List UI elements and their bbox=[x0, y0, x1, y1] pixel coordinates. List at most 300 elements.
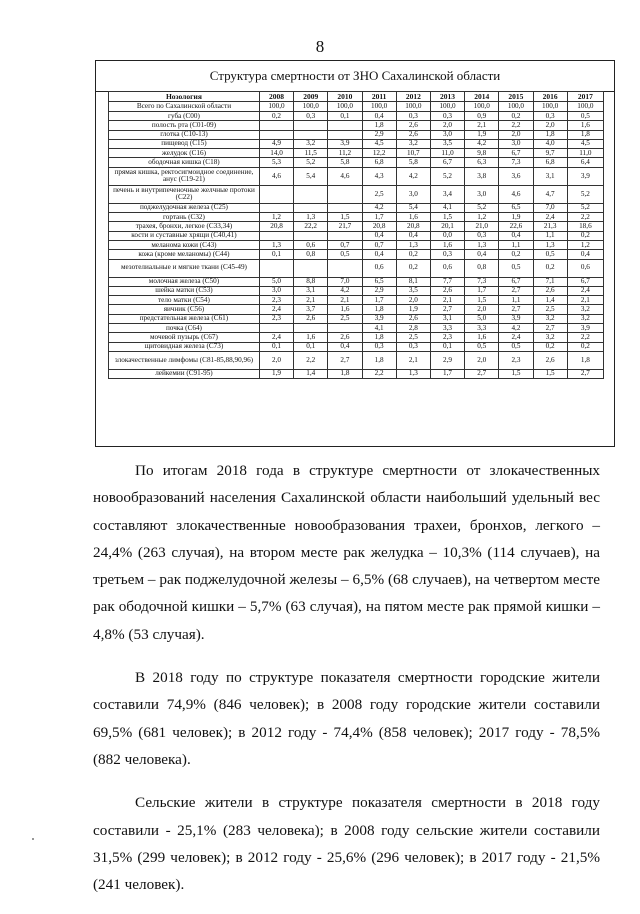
value-cell: 2,7 bbox=[499, 305, 533, 314]
value-cell: 3,9 bbox=[567, 167, 603, 185]
value-cell: 1,4 bbox=[533, 296, 567, 305]
nosology-cell: гортань (С32) bbox=[109, 213, 260, 222]
value-cell: 5,2 bbox=[465, 203, 499, 212]
table-row bbox=[109, 121, 604, 130]
value-cell: 1,1 bbox=[533, 231, 567, 240]
value-cell: 0,3 bbox=[396, 342, 430, 351]
value-cell: 2,5 bbox=[328, 314, 362, 323]
value-cell: 0,2 bbox=[533, 259, 567, 277]
nosology-cell: губа (С00) bbox=[109, 112, 260, 121]
value-cell: 2,7 bbox=[328, 351, 362, 369]
value-cell: 2,9 bbox=[430, 351, 464, 369]
nosology-cell: мочевой пузырь (С67) bbox=[109, 333, 260, 342]
value-cell: 100,0 bbox=[362, 102, 396, 112]
value-cell: 5,4 bbox=[396, 203, 430, 212]
page-number: 8 bbox=[315, 37, 325, 56]
value-cell: 1,8 bbox=[362, 333, 396, 342]
value-cell: 0,2 bbox=[499, 250, 533, 259]
value-cell: 3,5 bbox=[430, 139, 464, 148]
value-cell: 3,8 bbox=[465, 167, 499, 185]
value-cell: 0,1 bbox=[430, 342, 464, 351]
value-cell: 2,4 bbox=[259, 305, 293, 314]
table-row bbox=[109, 351, 604, 369]
value-cell: 7,0 bbox=[328, 277, 362, 286]
value-cell: 7,3 bbox=[499, 158, 533, 167]
table-body bbox=[109, 102, 604, 379]
value-cell: 14,0 bbox=[259, 149, 293, 158]
value-cell: 1,2 bbox=[465, 213, 499, 222]
value-cell: 4,6 bbox=[259, 167, 293, 185]
value-cell: 18,6 bbox=[567, 222, 603, 231]
value-cell: 1,5 bbox=[430, 213, 464, 222]
nosology-cell: яичник (С56) bbox=[109, 305, 260, 314]
value-cell: 2,5 bbox=[533, 305, 567, 314]
value-cell: 0,7 bbox=[362, 240, 396, 249]
value-cell: 2,5 bbox=[396, 333, 430, 342]
column-header: 2009 bbox=[294, 92, 328, 102]
value-cell: 2,5 bbox=[362, 185, 396, 203]
value-cell: 8,1 bbox=[396, 277, 430, 286]
table-row bbox=[109, 250, 604, 259]
value-cell: 21,7 bbox=[328, 222, 362, 231]
value-cell: 1,6 bbox=[328, 305, 362, 314]
value-cell: 3,1 bbox=[294, 286, 328, 295]
value-cell bbox=[294, 185, 328, 203]
value-cell: 6,5 bbox=[499, 203, 533, 212]
value-cell: 2,0 bbox=[430, 121, 464, 130]
table-row bbox=[109, 167, 604, 185]
value-cell: 0,8 bbox=[465, 259, 499, 277]
value-cell: 2,8 bbox=[396, 324, 430, 333]
value-cell: 2,3 bbox=[259, 296, 293, 305]
value-cell: 1,3 bbox=[465, 240, 499, 249]
table-row bbox=[109, 149, 604, 158]
nosology-cell: молочная железа (С50) bbox=[109, 277, 260, 286]
value-cell bbox=[328, 231, 362, 240]
value-cell: 4,2 bbox=[465, 139, 499, 148]
value-cell: 100,0 bbox=[499, 102, 533, 112]
value-cell: 2,2 bbox=[362, 369, 396, 378]
value-cell bbox=[328, 130, 362, 139]
value-cell: 3,1 bbox=[430, 314, 464, 323]
value-cell: 4,5 bbox=[567, 139, 603, 148]
value-cell: 2,1 bbox=[465, 121, 499, 130]
nosology-cell: кожа (кроме меланомы) (С44) bbox=[109, 250, 260, 259]
body-text bbox=[93, 457, 600, 914]
value-cell: 0,2 bbox=[396, 250, 430, 259]
value-cell: 4,6 bbox=[499, 185, 533, 203]
value-cell bbox=[294, 203, 328, 212]
nosology-cell: почка (С64) bbox=[109, 324, 260, 333]
value-cell bbox=[294, 324, 328, 333]
value-cell: 3,1 bbox=[533, 167, 567, 185]
value-cell: 0,4 bbox=[396, 231, 430, 240]
table-row bbox=[109, 130, 604, 139]
column-header: 2015 bbox=[499, 92, 533, 102]
value-cell: 2,2 bbox=[567, 333, 603, 342]
value-cell: 1,8 bbox=[362, 121, 396, 130]
value-cell: 1,5 bbox=[533, 369, 567, 378]
value-cell bbox=[259, 121, 293, 130]
value-cell: 0,6 bbox=[430, 259, 464, 277]
nosology-cell: кости и суставные хрящи (С40,41) bbox=[109, 231, 260, 240]
value-cell: 1,8 bbox=[567, 351, 603, 369]
value-cell: 10,7 bbox=[396, 149, 430, 158]
value-cell: 2,0 bbox=[465, 351, 499, 369]
value-cell: 20,8 bbox=[259, 222, 293, 231]
nosology-cell: ободочная кишка (С18) bbox=[109, 158, 260, 167]
value-cell bbox=[328, 121, 362, 130]
value-cell: 3,6 bbox=[499, 167, 533, 185]
column-header: 2012 bbox=[396, 92, 430, 102]
value-cell: 0,7 bbox=[328, 240, 362, 249]
value-cell: 0,2 bbox=[533, 342, 567, 351]
value-cell bbox=[328, 203, 362, 212]
nosology-cell: предстательная железа (С61) bbox=[109, 314, 260, 323]
table-row bbox=[109, 342, 604, 351]
value-cell: 0,8 bbox=[294, 250, 328, 259]
value-cell: 0,4 bbox=[362, 112, 396, 121]
table-row bbox=[109, 139, 604, 148]
table-title: Структура смертности от ЗНО Сахалинской области bbox=[96, 61, 614, 92]
value-cell: 21,0 bbox=[465, 222, 499, 231]
value-cell: 0,4 bbox=[465, 250, 499, 259]
value-cell bbox=[294, 231, 328, 240]
value-cell: 1,3 bbox=[259, 240, 293, 249]
value-cell: 0,2 bbox=[396, 259, 430, 277]
value-cell: 20,8 bbox=[362, 222, 396, 231]
value-cell: 1,5 bbox=[499, 369, 533, 378]
value-cell: 0,2 bbox=[259, 112, 293, 121]
nosology-cell: полость рта (С01-09) bbox=[109, 121, 260, 130]
nosology-cell: печень и внутрипеченочные желчные протоки (С22) bbox=[109, 185, 260, 203]
value-cell bbox=[328, 324, 362, 333]
nosology-cell: желудок (С16) bbox=[109, 149, 260, 158]
value-cell: 6,7 bbox=[499, 149, 533, 158]
value-cell: 11,5 bbox=[294, 149, 328, 158]
value-cell: 5,4 bbox=[294, 167, 328, 185]
value-cell: 21,3 bbox=[533, 222, 567, 231]
value-cell: 1,7 bbox=[362, 296, 396, 305]
value-cell: 4,0 bbox=[533, 139, 567, 148]
value-cell: 0,6 bbox=[294, 240, 328, 249]
value-cell bbox=[259, 185, 293, 203]
value-cell: 4,2 bbox=[396, 167, 430, 185]
value-cell: 2,6 bbox=[430, 286, 464, 295]
table-row bbox=[109, 259, 604, 277]
value-cell: 7,1 bbox=[533, 277, 567, 286]
value-cell: 0,3 bbox=[430, 250, 464, 259]
value-cell: 0,1 bbox=[328, 112, 362, 121]
table-row bbox=[109, 102, 604, 112]
value-cell: 22,2 bbox=[294, 222, 328, 231]
paragraph: По итогам 2018 года в структуре смертности от злокачественных новообразований населения Сахалинской области наибольший удельный вес составляют злокачественные новообразования трахеи, бронхов, легкого – 24,4% (263 случая), на втором месте рак желудка – 10,3% (114 случаев), на третьем – рак поджелудочной железы – 6,5% (68 случаев), на четвертом месте рак ободочной кишки – 5,7% (63 случая), на пятом месте рак прямой кишки – 4,8% (53 случая). bbox=[93, 462, 600, 643]
value-cell: 4,2 bbox=[362, 203, 396, 212]
table-row bbox=[109, 185, 604, 203]
value-cell: 5,8 bbox=[328, 158, 362, 167]
nosology-cell: шейка матки (С53) bbox=[109, 286, 260, 295]
value-cell: 0,5 bbox=[499, 259, 533, 277]
nosology-cell: меланома кожи (С43) bbox=[109, 240, 260, 249]
value-cell: 3,9 bbox=[567, 324, 603, 333]
column-header: 2010 bbox=[328, 92, 362, 102]
nosology-cell: мезотелиальные и мягкие ткани (С45-49) bbox=[109, 259, 260, 277]
value-cell: 6,3 bbox=[465, 158, 499, 167]
value-cell: 1,8 bbox=[362, 305, 396, 314]
value-cell: 5,0 bbox=[465, 314, 499, 323]
value-cell: 0,3 bbox=[430, 112, 464, 121]
value-cell: 6,8 bbox=[533, 158, 567, 167]
value-cell: 2,1 bbox=[567, 296, 603, 305]
mortality-structure-table bbox=[108, 91, 604, 379]
value-cell: 3,0 bbox=[259, 286, 293, 295]
value-cell: 1,7 bbox=[465, 286, 499, 295]
table-row bbox=[109, 369, 604, 378]
value-cell: 3,9 bbox=[328, 139, 362, 148]
table-row bbox=[109, 324, 604, 333]
value-cell: 5,8 bbox=[396, 158, 430, 167]
value-cell: 2,3 bbox=[499, 351, 533, 369]
value-cell: 9,8 bbox=[465, 149, 499, 158]
nosology-cell: тело матки (С54) bbox=[109, 296, 260, 305]
value-cell: 8,8 bbox=[294, 277, 328, 286]
value-cell: 0,1 bbox=[294, 342, 328, 351]
paragraph: Сельские жители в структуре показателя смертности в 2018 году составили - 25,1% (283 человека); в 2008 году сельские жители составили 31,5% (299 человек); в 2012 году - 25,6% (296 человек); в 2017 году - 21,5% (241 человек). bbox=[93, 794, 600, 894]
value-cell: 1,3 bbox=[396, 240, 430, 249]
column-header: 2011 bbox=[362, 92, 396, 102]
nosology-cell: Всего по Сахалинской области bbox=[109, 102, 260, 112]
value-cell: 11,0 bbox=[430, 149, 464, 158]
value-cell: 4,5 bbox=[362, 139, 396, 148]
value-cell: 100,0 bbox=[430, 102, 464, 112]
value-cell: 2,2 bbox=[567, 213, 603, 222]
value-cell: 3,7 bbox=[294, 305, 328, 314]
table-header-row bbox=[109, 92, 604, 102]
table-row bbox=[109, 314, 604, 323]
value-cell: 2,6 bbox=[328, 333, 362, 342]
value-cell: 0,5 bbox=[567, 112, 603, 121]
value-cell: 6,5 bbox=[362, 277, 396, 286]
value-cell: 7,7 bbox=[430, 277, 464, 286]
value-cell: 2,0 bbox=[465, 305, 499, 314]
value-cell: 2,4 bbox=[259, 333, 293, 342]
value-cell: 3,2 bbox=[533, 333, 567, 342]
nosology-cell: глотка (С10-13) bbox=[109, 130, 260, 139]
value-cell: 1,9 bbox=[465, 130, 499, 139]
scan-speck bbox=[32, 838, 34, 840]
value-cell bbox=[259, 231, 293, 240]
table-row bbox=[109, 158, 604, 167]
value-cell: 3,9 bbox=[499, 314, 533, 323]
value-cell: 20,8 bbox=[396, 222, 430, 231]
value-cell: 2,3 bbox=[259, 314, 293, 323]
value-cell: 100,0 bbox=[567, 102, 603, 112]
value-cell: 12,2 bbox=[362, 149, 396, 158]
value-cell: 0,2 bbox=[567, 342, 603, 351]
value-cell: 2,4 bbox=[567, 286, 603, 295]
value-cell: 5,2 bbox=[567, 203, 603, 212]
column-header: 2008 bbox=[259, 92, 293, 102]
value-cell: 6,7 bbox=[430, 158, 464, 167]
value-cell: 0,2 bbox=[567, 231, 603, 240]
value-cell: 3,0 bbox=[430, 130, 464, 139]
value-cell bbox=[259, 203, 293, 212]
value-cell: 100,0 bbox=[465, 102, 499, 112]
value-cell: 2,2 bbox=[294, 351, 328, 369]
value-cell: 1,9 bbox=[499, 213, 533, 222]
table-row bbox=[109, 296, 604, 305]
value-cell: 0,3 bbox=[396, 112, 430, 121]
table-row bbox=[109, 305, 604, 314]
table-row bbox=[109, 203, 604, 212]
value-cell: 2,0 bbox=[259, 351, 293, 369]
value-cell: 1,2 bbox=[567, 240, 603, 249]
value-cell: 2,1 bbox=[328, 296, 362, 305]
table-row bbox=[109, 240, 604, 249]
value-cell: 0,4 bbox=[567, 250, 603, 259]
nosology-cell: прямая кишка, ректосигмоидное соединение, анус (С19-21) bbox=[109, 167, 260, 185]
value-cell: 3,9 bbox=[362, 314, 396, 323]
value-cell: 100,0 bbox=[259, 102, 293, 112]
value-cell: 2,6 bbox=[396, 130, 430, 139]
value-cell: 7,0 bbox=[533, 203, 567, 212]
value-cell: 0,5 bbox=[499, 342, 533, 351]
value-cell: 5,2 bbox=[567, 185, 603, 203]
value-cell: 0,3 bbox=[294, 112, 328, 121]
value-cell: 1,1 bbox=[499, 296, 533, 305]
value-cell: 0,1 bbox=[259, 342, 293, 351]
value-cell: 100,0 bbox=[294, 102, 328, 112]
value-cell: 3,4 bbox=[430, 185, 464, 203]
value-cell: 1,7 bbox=[430, 369, 464, 378]
value-cell: 3,3 bbox=[430, 324, 464, 333]
value-cell: 3,2 bbox=[567, 305, 603, 314]
mortality-structure-table-box bbox=[95, 60, 615, 447]
value-cell: 0,3 bbox=[362, 342, 396, 351]
paragraph: В 2018 году по структуре показателя смертности городские жители составили 74,9% (846 человек); в 2008 году городские жители составили 69,5% (681 человек); в 2012 году - 74,4% (858 человек); 2017 году - 78,5% (882 человека). bbox=[93, 669, 600, 768]
value-cell: 2,4 bbox=[533, 213, 567, 222]
value-cell: 22,6 bbox=[499, 222, 533, 231]
value-cell: 1,5 bbox=[465, 296, 499, 305]
value-cell: 2,7 bbox=[430, 305, 464, 314]
table-row bbox=[109, 222, 604, 231]
value-cell: 3,3 bbox=[465, 324, 499, 333]
value-cell: 0,4 bbox=[328, 342, 362, 351]
value-cell: 2,0 bbox=[533, 121, 567, 130]
value-cell: 6,4 bbox=[567, 158, 603, 167]
value-cell: 1,8 bbox=[567, 130, 603, 139]
value-cell: 2,7 bbox=[465, 369, 499, 378]
value-cell: 6,7 bbox=[567, 277, 603, 286]
value-cell: 5,3 bbox=[259, 158, 293, 167]
nosology-cell: злокачественные лимфомы (С81-85,88,90,96) bbox=[109, 351, 260, 369]
value-cell: 1,1 bbox=[499, 240, 533, 249]
value-cell: 1,6 bbox=[294, 333, 328, 342]
value-cell: 2,7 bbox=[567, 369, 603, 378]
value-cell: 0,9 bbox=[465, 112, 499, 121]
value-cell: 4,2 bbox=[328, 286, 362, 295]
value-cell: 11,0 bbox=[567, 149, 603, 158]
value-cell: 3,0 bbox=[396, 185, 430, 203]
value-cell: 3,2 bbox=[567, 314, 603, 323]
value-cell: 0,3 bbox=[533, 112, 567, 121]
value-cell: 0,0 bbox=[430, 231, 464, 240]
value-cell: 2,9 bbox=[362, 286, 396, 295]
value-cell: 4,1 bbox=[430, 203, 464, 212]
value-cell: 1,6 bbox=[430, 240, 464, 249]
value-cell: 1,5 bbox=[328, 213, 362, 222]
value-cell: 5,0 bbox=[259, 277, 293, 286]
value-cell: 2,1 bbox=[396, 351, 430, 369]
value-cell: 1,6 bbox=[465, 333, 499, 342]
value-cell: 4,9 bbox=[259, 139, 293, 148]
value-cell: 4,7 bbox=[533, 185, 567, 203]
nosology-cell: щитовидная железа (С73) bbox=[109, 342, 260, 351]
value-cell: 1,6 bbox=[567, 121, 603, 130]
value-cell: 2,3 bbox=[430, 333, 464, 342]
value-cell: 9,7 bbox=[533, 149, 567, 158]
value-cell: 2,0 bbox=[499, 130, 533, 139]
value-cell: 1,3 bbox=[533, 240, 567, 249]
value-cell: 100,0 bbox=[533, 102, 567, 112]
value-cell: 2,2 bbox=[499, 121, 533, 130]
column-header: 2017 bbox=[567, 92, 603, 102]
value-cell bbox=[259, 130, 293, 139]
value-cell: 0,6 bbox=[567, 259, 603, 277]
value-cell: 100,0 bbox=[396, 102, 430, 112]
table-row bbox=[109, 333, 604, 342]
value-cell: 3,0 bbox=[465, 185, 499, 203]
value-cell: 20,1 bbox=[430, 222, 464, 231]
value-cell bbox=[294, 259, 328, 277]
value-cell: 2,7 bbox=[499, 286, 533, 295]
column-header: Нозология bbox=[109, 92, 260, 102]
value-cell: 0,6 bbox=[362, 259, 396, 277]
column-header: 2014 bbox=[465, 92, 499, 102]
value-cell: 3,2 bbox=[533, 314, 567, 323]
value-cell: 0,2 bbox=[499, 112, 533, 121]
value-cell: 7,3 bbox=[465, 277, 499, 286]
value-cell: 1,9 bbox=[396, 305, 430, 314]
value-cell: 1,9 bbox=[259, 369, 293, 378]
column-header: 2013 bbox=[430, 92, 464, 102]
value-cell: 4,3 bbox=[362, 167, 396, 185]
value-cell: 0,1 bbox=[259, 250, 293, 259]
nosology-cell: поджелудочная железа (С25) bbox=[109, 203, 260, 212]
value-cell: 0,4 bbox=[362, 231, 396, 240]
value-cell: 0,4 bbox=[362, 250, 396, 259]
value-cell: 1,8 bbox=[533, 130, 567, 139]
value-cell: 0,5 bbox=[328, 250, 362, 259]
value-cell: 11,2 bbox=[328, 149, 362, 158]
table-row bbox=[109, 286, 604, 295]
value-cell: 2,6 bbox=[396, 121, 430, 130]
value-cell: 0,5 bbox=[465, 342, 499, 351]
value-cell: 0,4 bbox=[499, 231, 533, 240]
value-cell: 2,4 bbox=[499, 333, 533, 342]
value-cell: 3,2 bbox=[294, 139, 328, 148]
value-cell: 6,8 bbox=[362, 158, 396, 167]
value-cell: 2,0 bbox=[396, 296, 430, 305]
value-cell bbox=[259, 259, 293, 277]
value-cell: 2,6 bbox=[533, 351, 567, 369]
value-cell bbox=[259, 324, 293, 333]
value-cell: 1,3 bbox=[294, 213, 328, 222]
value-cell: 4,2 bbox=[499, 324, 533, 333]
value-cell: 3,2 bbox=[396, 139, 430, 148]
value-cell: 3,5 bbox=[396, 286, 430, 295]
table-row bbox=[109, 213, 604, 222]
